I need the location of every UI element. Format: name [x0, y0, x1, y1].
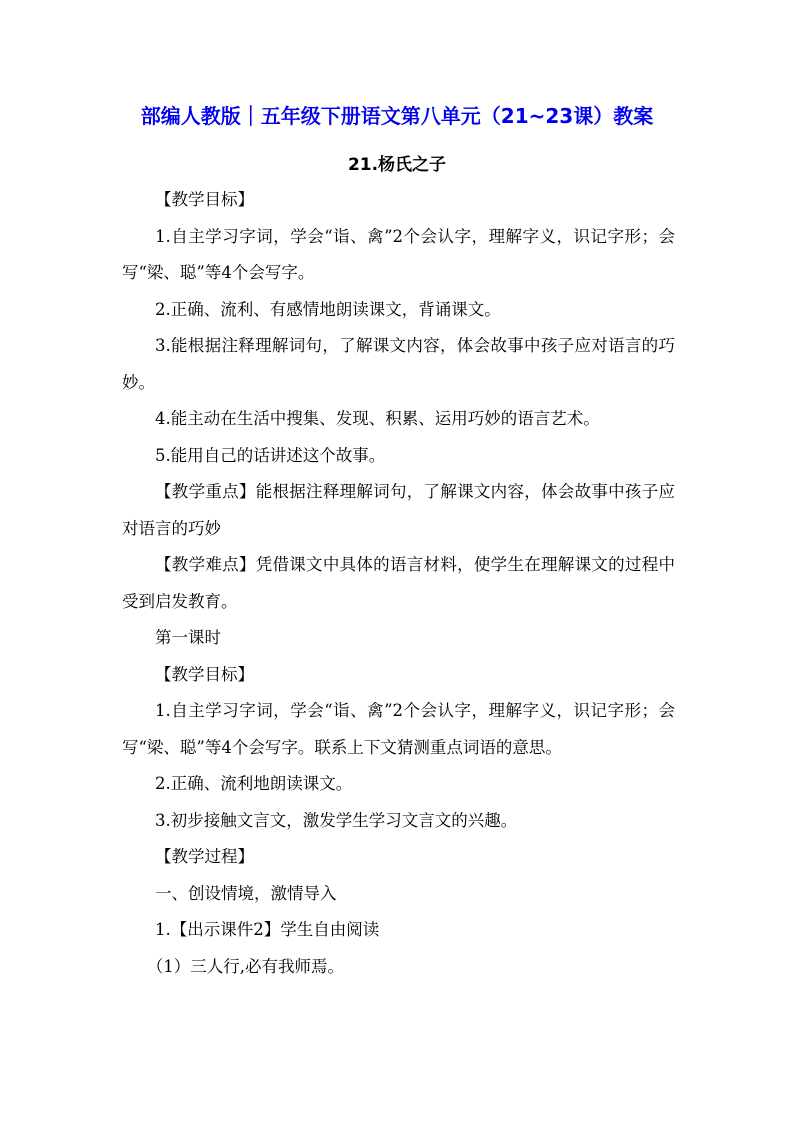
paragraph-objective-1: 1.自主学习字词，学会“诣、禽”2个会认字，理解字义，识记字形；会写“梁、聪”等4个会写字。	[122, 226, 675, 282]
paragraph-difficulty: 【教学难点】凭借课文中具体的语言材料，使学生在理解课文的过程中受到启发教育。	[122, 555, 675, 611]
paragraph-process-heading: 【教学过程】	[155, 847, 254, 866]
paragraph-objective-5: 5.能用自己的话讲述这个故事。	[155, 445, 386, 465]
paragraph-section-1: 一、创设情境，激情导入	[155, 883, 337, 903]
paragraph-objectives-heading: 【教学目标】	[155, 190, 254, 209]
document-title: 部编人教版｜五年级下册语文第八单元（21~23课）教案	[140, 104, 654, 128]
paragraph-objective-2: 2.正确、流利、有感情地朗读课文，背诵课文。	[155, 299, 501, 319]
paragraph-lesson-objective-3: 3.初步接触文言文，激发学生学习文言文的兴趣。	[155, 810, 518, 830]
paragraph-quote-1: （1）三人行,必有我师焉。	[146, 956, 344, 976]
paragraph-lesson-objective-2: 2.正确、流利地朗读课文。	[155, 774, 353, 793]
paragraph-lesson-objectives-heading: 【教学目标】	[155, 664, 254, 684]
document-body	[122, 182, 675, 985]
paragraph-step-1: 1.【出示课件2】学生自由阅读	[155, 920, 380, 939]
lesson-title: 21.杨氏之子	[347, 155, 447, 175]
paragraph-objective-4: 4.能主动在生活中搜集、发现、积累、运用巧妙的语言艺术。	[155, 409, 600, 428]
paragraph-key-point: 【教学重点】能根据注释理解词句，了解课文内容，体会故事中孩子应对语言的巧妙	[122, 482, 675, 538]
paragraph-objective-3: 3.能根据注释理解词句，了解课文内容，体会故事中孩子应对语言的巧妙。	[122, 336, 675, 392]
paragraph-first-lesson: 第一课时	[155, 628, 221, 647]
paragraph-lesson-objective-1: 1.自主学习字词，学会“诣、禽”2个会认字，理解字义，识记字形；会写“梁、聪”等4个会写字。联系上下文猜测重点词语的意思。	[122, 701, 675, 757]
